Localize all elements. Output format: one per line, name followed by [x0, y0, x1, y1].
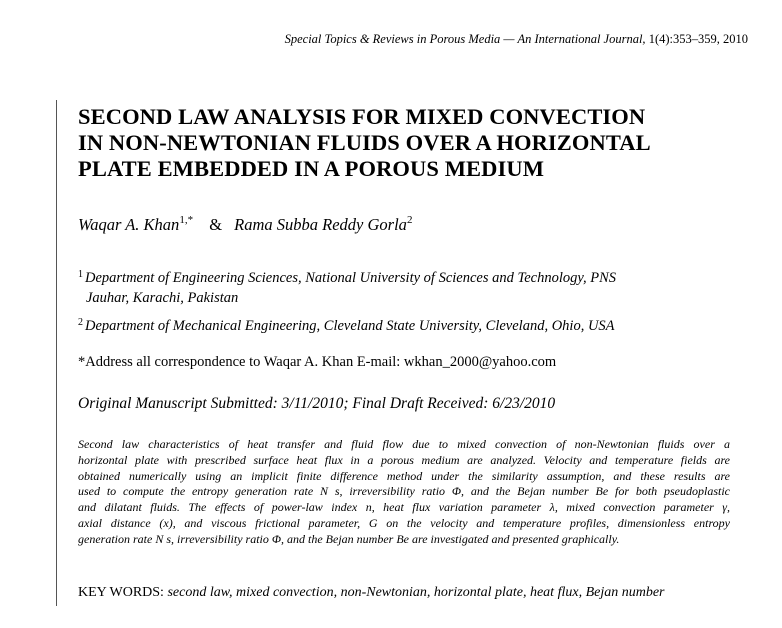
author-separator: & — [209, 215, 223, 234]
manuscript-dates: Original Manuscript Submitted: 3/11/2010; Final Draft Received: 6/23/2010 — [78, 395, 556, 412]
affiliation-text: Jauhar, Karachi, Pakistan — [86, 290, 239, 306]
author-affiliation-mark: 1,* — [179, 214, 194, 226]
affiliation-mark: 1 — [78, 269, 83, 280]
affiliation-text: Department of Mechanical Engineering, Cleveland State University, Cleveland, Ohio, USA — [85, 318, 615, 334]
abstract-line: and dilatant fluids. The effects of power-law index n, heat flux variation parameter λ, mixed convection parameter γ, — [78, 500, 730, 515]
affiliation — [78, 316, 615, 336]
author-name: Rama Subba Reddy Gorla — [234, 215, 407, 234]
title-line: SECOND LAW ANALYSIS FOR MIXED CONVECTION — [78, 104, 646, 129]
abstract-line: Second law characteristics of heat transfer and fluid flow due to mixed convection of non-Newtonian fluids over a — [78, 437, 730, 451]
abstract-line: obtained numerically using an implicit finite difference method under the similarity assumption, and these results are — [78, 468, 730, 483]
journal-reference — [285, 32, 748, 47]
affiliation-text: Department of Engineering Sciences, National University of Sciences and Technology, PNS — [85, 270, 617, 286]
abstract-line: axial distance (x), and viscous frictional parameter, G on the velocity and temperature profiles, dimensionless entropy — [78, 515, 730, 530]
abstract-line: horizontal plate with prescribed surface heat flux in a porous medium are analyzed. Velocity and temperature fields are — [78, 452, 730, 467]
correspondence-address: *Address all correspondence to Waqar A. Khan E-mail: wkhan_2000@yahoo.com — [78, 354, 557, 370]
keywords-label: KEY WORDS: — [78, 585, 164, 600]
keywords — [78, 585, 665, 601]
margin-rule — [56, 100, 57, 606]
abstract — [78, 437, 730, 548]
author-list — [78, 215, 412, 235]
title-line: PLATE EMBEDDED IN A POROUS MEDIUM — [78, 156, 545, 181]
title-line: IN NON-NEWTONIAN FLUIDS OVER A HORIZONTAL — [78, 130, 651, 155]
journal-volume: 1(4):353–359, 2010 — [648, 32, 748, 46]
abstract-line: generation rate N s, irreversibility ratio Φ, and the Bejan number Be are investigated and presented graphically. — [78, 531, 620, 546]
abstract-line: used to compute the entropy generation rate N s, irreversibility ratio Φ, and the Bejan number Be for both pseudoplastic — [78, 484, 730, 499]
keywords-text: second law, mixed convection, non-Newtonian, horizontal plate, heat flux, Bejan number — [167, 585, 665, 600]
affiliation — [78, 268, 616, 308]
author-affiliation-mark: 2 — [406, 214, 413, 226]
journal-name: Special Topics & Reviews in Porous Media — An International Journal, — [284, 32, 646, 46]
author-name: Waqar A. Khan — [78, 215, 180, 234]
paper-title — [78, 104, 758, 182]
affiliation-mark: 2 — [78, 317, 83, 328]
